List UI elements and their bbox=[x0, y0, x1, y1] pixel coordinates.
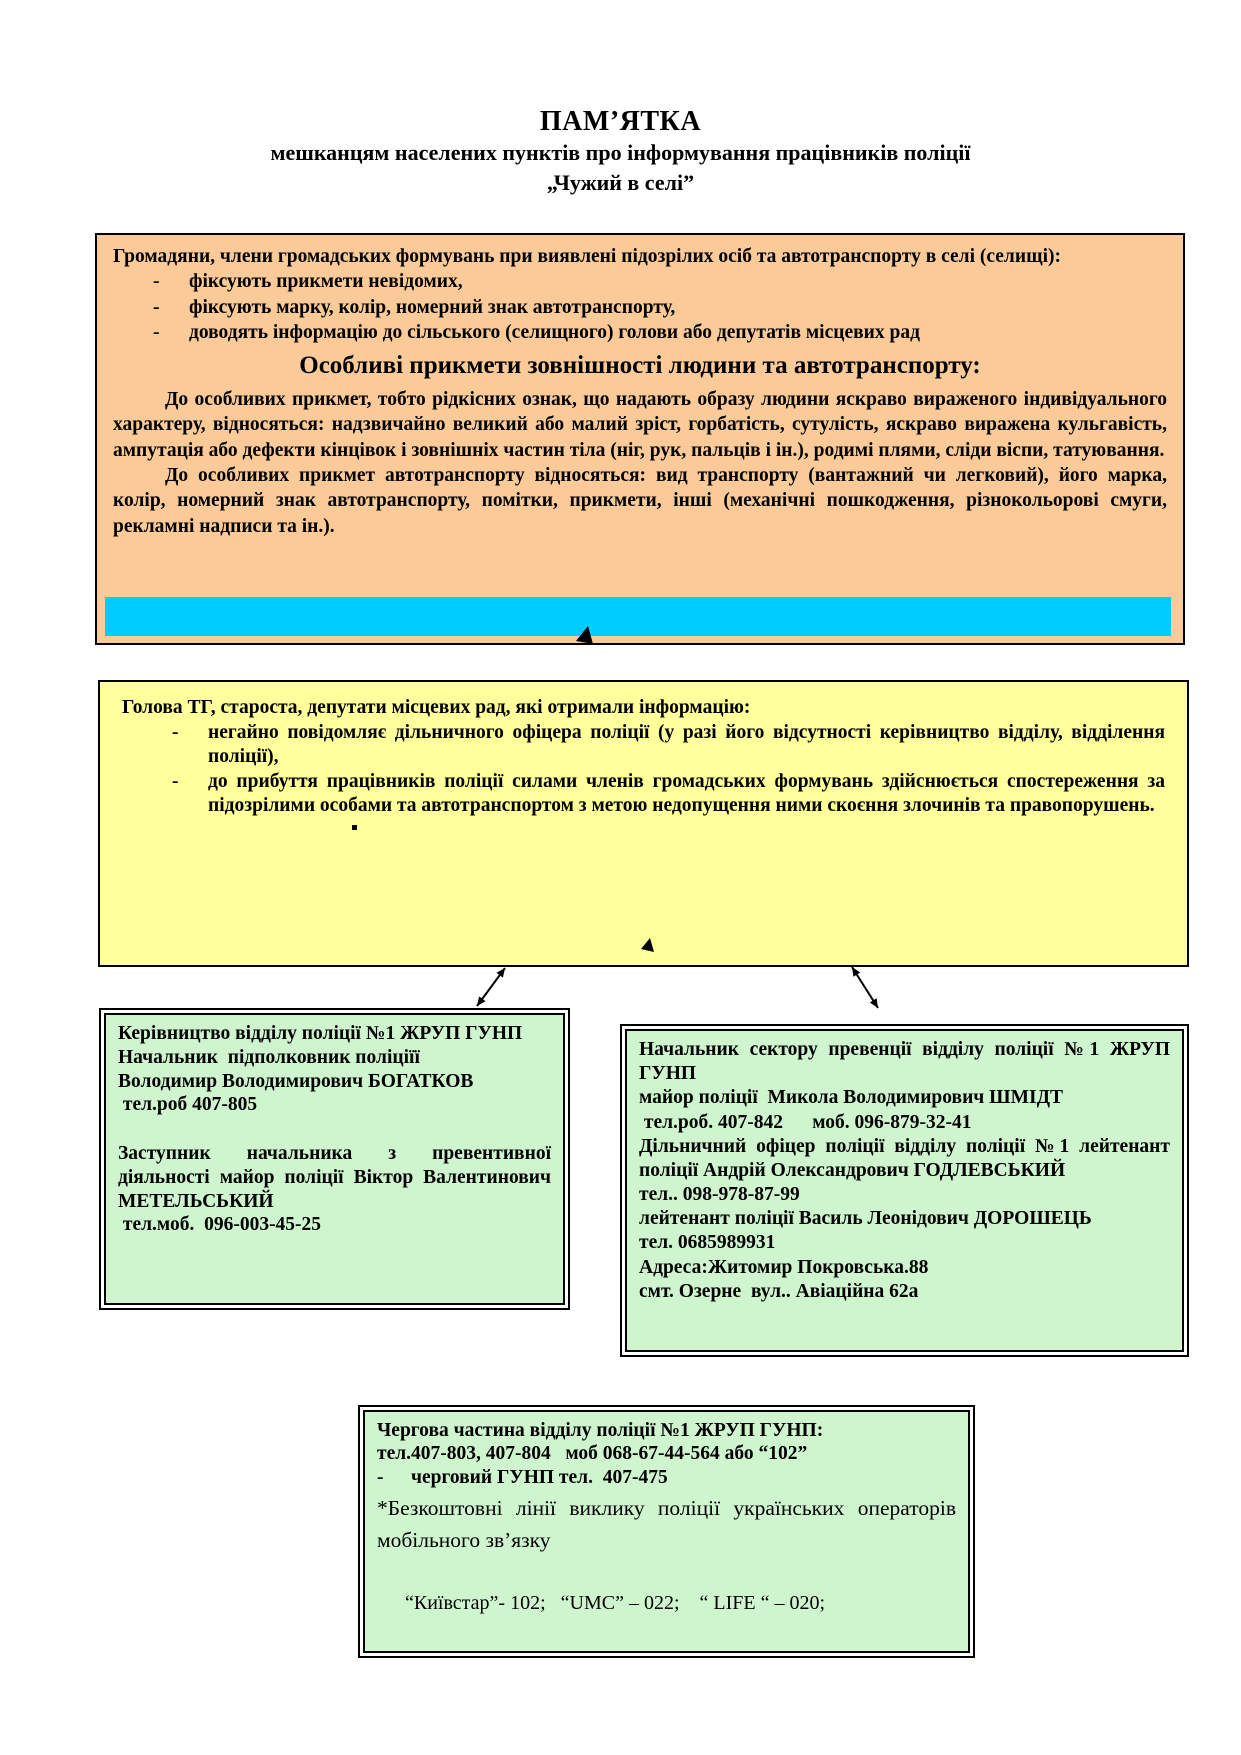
bullet-text: фіксують марку, колір, номерний знак автотранспорту, bbox=[189, 296, 676, 318]
leadership-rank: Начальник підполковник поліціїї bbox=[118, 1046, 420, 1068]
duty-officer-phone: черговий ГУНП тел. 407-475 bbox=[411, 1466, 668, 1488]
leadership-title: Керівництво відділу поліції №1 ЖРУП ГУНП bbox=[118, 1023, 523, 1044]
up-arrow-icon bbox=[641, 938, 655, 953]
leadership-name: Володимир Володимирович БОГАТКОВ bbox=[118, 1070, 474, 1092]
special-signs-paragraph-vehicle: До особливих прикмет автотранспорту відносяться: вид транспорту (вантажний чи легковий), його марка, колір, номерний знак автотранспорту, помітки, прикмети, інші (механічні пошкодження, різнокольорові смуги, рекламні надписи та ін.). bbox=[113, 464, 1167, 537]
address-line1: Адреса:Житомир Покровська.88 bbox=[639, 1256, 929, 1278]
page-subtitle-line2: „Чужий в селі” bbox=[546, 170, 695, 196]
dash-marker: - bbox=[153, 271, 160, 293]
police-department-leadership-box bbox=[99, 1008, 570, 1310]
list-item bbox=[172, 721, 1165, 770]
bullet-text: доводять інформацію до сільського (селищного) голови або депутатів місцевих рад bbox=[189, 322, 920, 344]
leadership-content bbox=[104, 1013, 565, 1305]
duty-unit-phones: тел.407-803, 407-804 моб 068-67-44-564 або “102” bbox=[377, 1443, 808, 1465]
bullet-text: фіксують прикмети невідомих, bbox=[189, 271, 463, 293]
cyan-highlight-bar bbox=[105, 597, 1171, 636]
citizens-intro: Громадяни, члени громадських формувань при виявлені підозрілих осіб та автотранспорту в селі (селищі): bbox=[113, 246, 1061, 267]
dash-marker: - bbox=[172, 721, 179, 743]
officials-instructions-box bbox=[98, 680, 1189, 967]
list-item bbox=[153, 269, 1167, 294]
deputy-info: Заступник начальника з превентивної діяльності майор поліції Віктор Валентинович МЕТЕЛЬСЬКИЙ bbox=[118, 1143, 551, 1212]
page-subtitle-line1: мешканцям населених пунктів про інформування працівників поліції bbox=[270, 140, 971, 166]
dash-marker: - bbox=[153, 322, 160, 344]
deputy-phone: тел.моб. 096-003-45-25 bbox=[118, 1214, 322, 1236]
special-signs-paragraph-person: До особливих прикмет, тобто рідкісних ознак, що надають образу людини яскраво вираженого індивідуального характеру, відносяться: надзвичайно великий або малий зріст, горбатість, сутулість, яскраво виражена кульгавість, ампутація або дефекти кінцівок і зовнішніх частин тіла (ніг, рук, пальців і ін.), родимі плями, сліди віспи, татуювання. bbox=[113, 388, 1167, 461]
list-item bbox=[153, 320, 1167, 345]
list-item bbox=[377, 1466, 956, 1489]
dash-marker: - bbox=[172, 770, 179, 792]
prevention-title: Начальник сектору превенції відділу поліції №1 ЖРУП ГУНП bbox=[639, 1039, 1170, 1085]
dash-marker: - bbox=[377, 1466, 384, 1488]
list-item bbox=[172, 770, 1165, 819]
document-header bbox=[0, 106, 1241, 198]
second-officer-phone: тел. 0685989931 bbox=[639, 1232, 776, 1254]
citizens-instructions-box bbox=[95, 233, 1185, 645]
officials-bullet-list bbox=[172, 721, 1165, 819]
duty-unit-title: Чергова частина відділу поліції №1 ЖРУП ГУНП: bbox=[377, 1420, 824, 1441]
page-title: ПАМ’ЯТКА bbox=[539, 106, 702, 137]
bullet-text: негайно повідомляє дільничного офіцера поліції (у разі його відсутності керівництво відділу, відділення поліції), bbox=[208, 721, 1165, 768]
district-officer-phone: тел.. 098-978-87-99 bbox=[639, 1184, 800, 1206]
prevention-chief-phones: тел.роб. 407-842 моб. 096-879-32-41 bbox=[639, 1111, 972, 1133]
special-signs-heading: Особливі прикмети зовнішності людини та автотранспорту: bbox=[299, 352, 981, 380]
stray-mark bbox=[352, 825, 357, 830]
prevention-sector-box bbox=[620, 1024, 1189, 1357]
dash-marker: - bbox=[153, 296, 160, 318]
officials-intro: Голова ТГ, староста, депутати місцевих рад, які отримали інформацію: bbox=[122, 697, 751, 718]
duty-unit-box bbox=[358, 1405, 975, 1658]
second-officer-info: лейтенант поліції Василь Леонідович ДОРОШЕЦЬ bbox=[639, 1208, 1092, 1230]
free-lines-note: *Безкоштовні лінії виклику поліції українських операторів мобільного зв’язку bbox=[377, 1496, 956, 1553]
citizens-bullet-list bbox=[153, 269, 1167, 345]
list-item bbox=[153, 295, 1167, 320]
mobile-operators-codes: “Київстар”- 102; “UMC” – 022; “ LIFE “ – 020; bbox=[405, 1591, 826, 1614]
prevention-content bbox=[625, 1029, 1184, 1352]
address-line2: смт. Озерне вул.. Авіаційна 62а bbox=[639, 1280, 919, 1302]
up-arrow-icon bbox=[576, 626, 594, 646]
bullet-text: до прибуття працівників поліції силами членів громадських формувань здійснюється спостереження за підозрілими особами та автотранспортом з метою недопущення ними скоєння злочинів та правопорушень. bbox=[208, 770, 1165, 817]
duty-unit-content bbox=[363, 1410, 970, 1653]
prevention-chief-name: майор поліції Микола Володимирович ШМІДТ bbox=[639, 1087, 1064, 1109]
leadership-phone: тел.роб 407-805 bbox=[118, 1094, 258, 1116]
district-officer-info: Дільничний офіцер поліції відділу поліції №1 лейтенант поліції Андрій Олександрович ГОДЛЕВСЬКИЙ bbox=[639, 1135, 1170, 1181]
connector-arrow-right bbox=[840, 956, 900, 1018]
